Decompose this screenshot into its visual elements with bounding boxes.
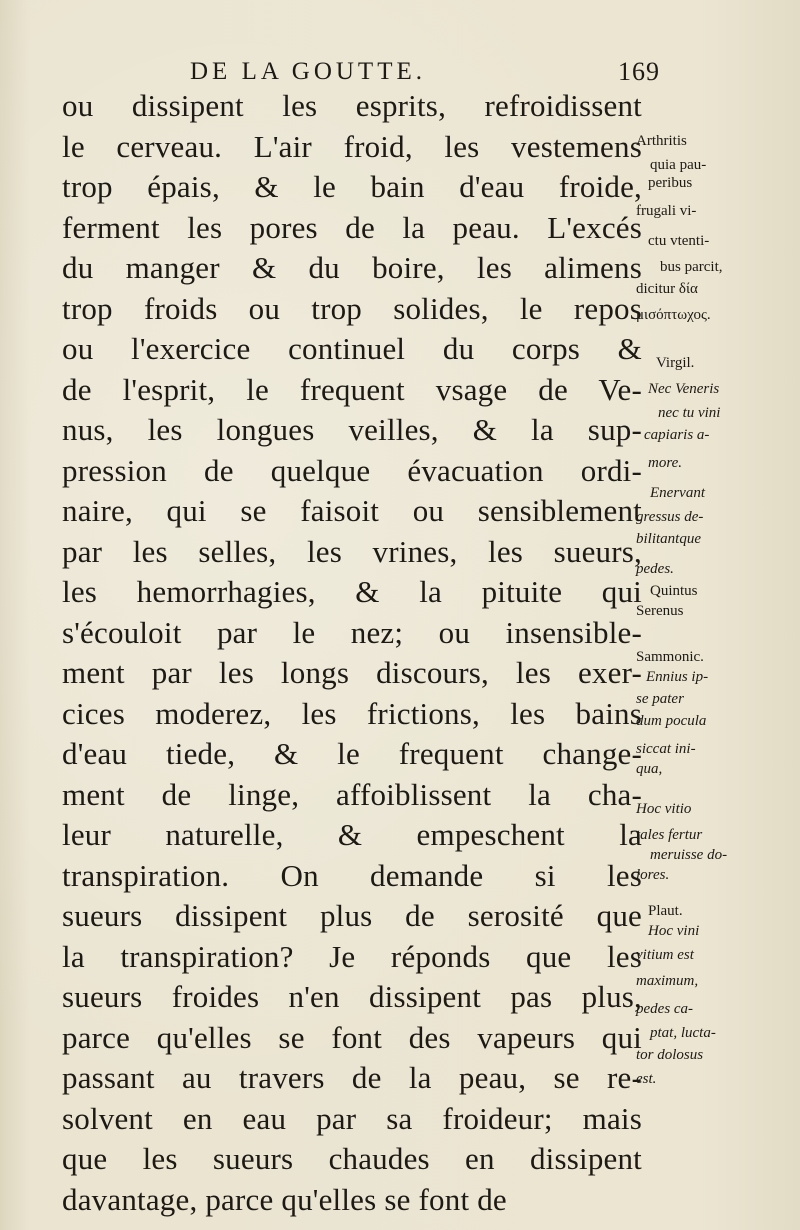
margin-note: est. [636, 1071, 657, 1087]
margin-note: Ennius ip- [646, 669, 709, 685]
margin-note: bus parcit, [660, 259, 723, 275]
text-line: nus, les longues veilles, & la sup- [62, 412, 642, 447]
text-line: que les sueurs chaudes en dissipent [62, 1141, 642, 1176]
text-line: ou dissipent les esprits, refroidissent [62, 88, 642, 123]
text-line: d'eau tiede, & le frequent change- [62, 736, 642, 771]
margin-note: bilitantque [636, 531, 701, 547]
margin-notes-column [636, 0, 796, 1230]
text-line: davantage, parce qu'elles se font de [62, 1181, 507, 1217]
margin-note: dum pocula [636, 713, 707, 729]
text-line: naire, qui se faisoit ou sensiblement [62, 493, 642, 528]
text-line: le cerveau. L'air froid, les vestemens [62, 128, 642, 164]
text-line: les hemorrhagies, & la pituite qui [62, 574, 642, 609]
margin-note: μισόπτωχος. [636, 307, 711, 323]
text-line: trop épais, & le bain d'eau froide, [62, 169, 642, 204]
margin-note: Nec Veneris [648, 381, 720, 397]
text-line: ou l'exercice continuel du corps & [62, 331, 642, 366]
text-line: s'écouloit par le nez; ou insensible- [62, 614, 642, 650]
margin-note: se pater [636, 691, 684, 707]
text-line: pression de quelque évacuation ordi- [62, 452, 642, 488]
text-line: sueurs dissipent plus de serosité que [62, 898, 642, 933]
margin-note: vitium est [636, 947, 694, 963]
text-line: sueurs froides n'en dissipent pas plus, [62, 979, 642, 1014]
margin-note: Hoc vini [648, 923, 700, 939]
margin-note: qua, [636, 761, 663, 777]
margin-note: Hoc vitio [636, 801, 692, 817]
text-line: ferment les pores de la peau. L'excés [62, 209, 642, 245]
margin-note: tales fertur [636, 827, 703, 843]
text-line: de l'esprit, le frequent vsage de Ve- [62, 371, 642, 407]
margin-note: tor dolosus [636, 1047, 704, 1063]
text-line: leur naturelle, & empeschent la [62, 817, 642, 852]
margin-note: quia pau- [650, 157, 707, 173]
margin-note: maximum, [636, 973, 699, 989]
margin-note: peribus [648, 175, 693, 191]
text-line: parce qu'elles se font des vapeurs qui [62, 1019, 642, 1055]
margin-note: dicitur δία [636, 281, 698, 297]
text-line: la transpiration? Je réponds que les [62, 938, 642, 974]
margin-note: ptat, lucta- [650, 1025, 716, 1041]
text-line: solvent en eau par sa froideur; mais [62, 1100, 642, 1136]
margin-note: Sammonic. [636, 649, 704, 665]
margin-note: frugali vi- [636, 203, 697, 219]
text-line: trop froids ou trop solides, le repos [62, 290, 642, 326]
margin-note: pedes. [636, 561, 674, 577]
margin-note: pedes ca- [636, 1001, 694, 1017]
main-text-block [62, 86, 642, 1220]
running-title: DE LA GOUTTE. [190, 58, 426, 85]
page-number: 169 [618, 57, 660, 86]
margin-note: Serenus [636, 603, 684, 619]
margin-note: capiaris a- [644, 427, 710, 443]
margin-note: siccat ini- [636, 741, 696, 757]
text-line: transpiration. On demande si les [62, 857, 642, 893]
text-line: ment de linge, affoiblissent la cha- [62, 776, 642, 812]
text-line: passant au travers de la peau, se re- [62, 1060, 642, 1095]
margin-note: lores. [636, 867, 670, 883]
text-line: par les selles, les vrines, les sueurs, [62, 533, 642, 569]
margin-note: Virgil. [656, 355, 695, 371]
margin-note: Quintus [650, 583, 698, 599]
margin-note: more. [648, 455, 683, 471]
margin-note: gressus de- [636, 509, 704, 525]
margin-note: nec tu vini [658, 405, 721, 421]
text-line: cices moderez, les frictions, les bains [62, 695, 642, 731]
margin-note: Enervant [650, 485, 705, 501]
text-line: du manger & du boire, les alimens [62, 250, 642, 285]
text-line: ment par les longs discours, les exer- [62, 655, 642, 690]
margin-note: meruisse do- [650, 847, 728, 863]
margin-note: ctu vtenti- [648, 233, 710, 249]
margin-note: Arthritis [636, 133, 687, 149]
margin-note: Plaut. [648, 903, 683, 919]
